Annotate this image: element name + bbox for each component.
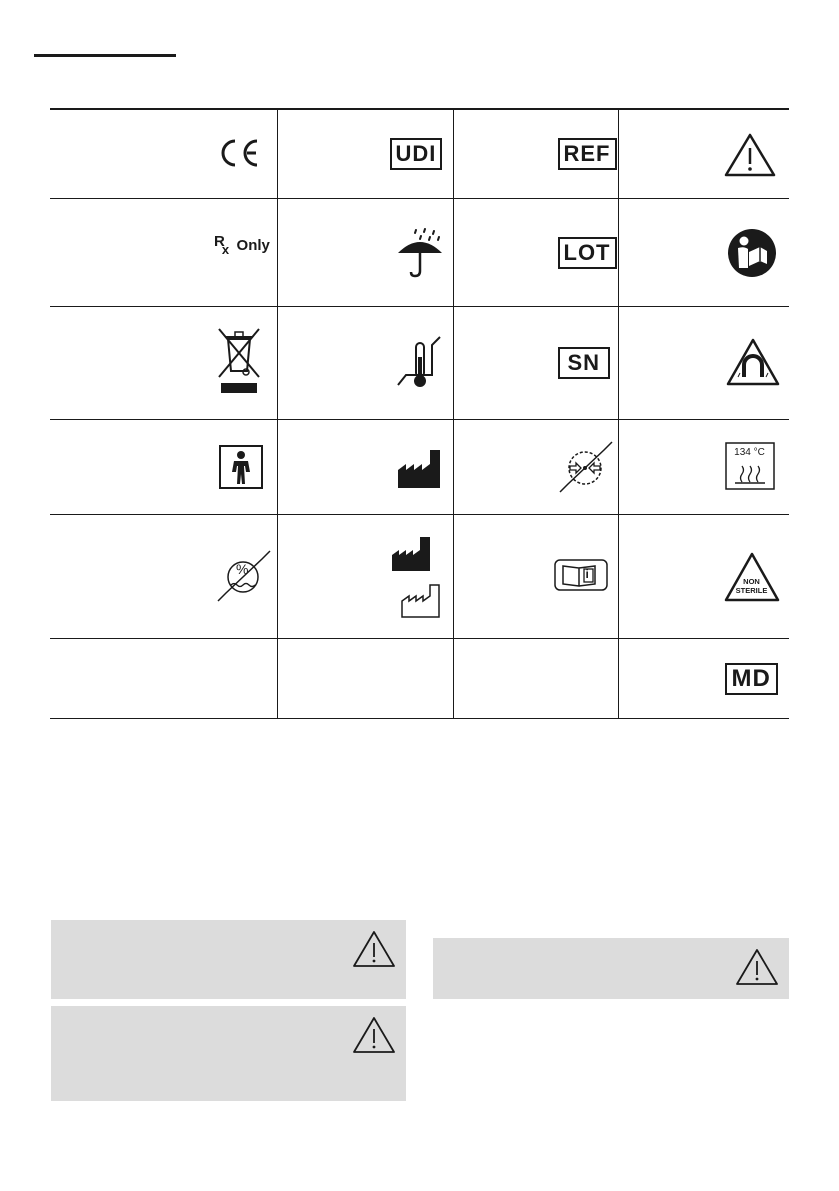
empty-cell <box>277 639 453 719</box>
sterile-label: STERILE <box>735 586 768 595</box>
symbol-cell-sn <box>453 307 618 420</box>
type-b-applied-part-icon <box>218 444 264 490</box>
rx-x-label: x <box>221 242 230 257</box>
magnetic-warning-icon <box>725 337 781 387</box>
only-label: Only <box>236 237 270 254</box>
symbol-cell-rx-only <box>50 199 277 307</box>
symbol-cell-udi <box>277 109 453 199</box>
title-underline <box>34 54 176 57</box>
umbrella-icon <box>394 227 446 279</box>
ce-mark-icon <box>218 138 260 168</box>
lot-label: LOT <box>558 237 617 269</box>
caution-triangle-icon <box>723 132 777 178</box>
steam-sterilization-icon <box>725 442 775 490</box>
consult-instructions-icon <box>727 228 777 278</box>
warning-box-3 <box>433 938 789 999</box>
eifu-i: i <box>585 567 589 581</box>
udi-icon <box>390 138 443 170</box>
caution-triangle-icon <box>352 1016 396 1054</box>
thermometer-limit-icon <box>396 335 444 391</box>
rx-label: R <box>214 233 225 250</box>
electronic-ifu-icon <box>554 559 608 591</box>
lot-icon <box>558 237 617 269</box>
symbol-cell-sterilize <box>618 420 789 515</box>
ref-label: REF <box>558 138 617 170</box>
humidity-percent: % <box>236 561 249 577</box>
md-label: MD <box>725 663 778 695</box>
symbol-cell-lot <box>453 199 618 307</box>
symbol-cell-caution <box>618 109 789 199</box>
caution-triangle-icon <box>352 930 396 968</box>
symbol-cell-eifu <box>453 515 618 639</box>
crossed-bin-icon <box>216 325 262 395</box>
symbol-cell-ref <box>453 109 618 199</box>
symbols-table <box>50 108 789 719</box>
symbol-cell-manufacturer <box>277 420 453 515</box>
non-label: NON <box>743 577 760 586</box>
empty-cell <box>453 639 618 719</box>
symbol-cell-type-b <box>50 420 277 515</box>
symbol-cell-weee <box>50 307 277 420</box>
manufacturer-date-icon <box>390 535 442 619</box>
ref-icon <box>558 138 617 170</box>
manufacturer-icon <box>396 448 442 490</box>
pressure-limit-icon <box>558 440 616 496</box>
symbol-cell-temperature <box>277 307 453 420</box>
symbol-cell-humidity <box>50 515 277 639</box>
sterilize-temp: 134 °C <box>734 447 765 458</box>
symbol-cell-pressure <box>453 420 618 515</box>
warning-box-1 <box>51 920 406 999</box>
symbol-cell-md <box>618 639 789 719</box>
udi-label: UDI <box>390 138 443 170</box>
empty-cell <box>50 639 277 719</box>
symbol-cell-consult-ifu <box>618 199 789 307</box>
caution-triangle-icon <box>735 948 779 986</box>
warning-box-2 <box>51 1006 406 1101</box>
sn-label: SN <box>558 347 611 379</box>
serial-number-icon <box>558 347 611 379</box>
symbol-cell-mfg-date <box>277 515 453 639</box>
rx-only-icon <box>214 233 270 257</box>
symbol-cell-magnetic <box>618 307 789 420</box>
symbol-cell-non-sterile <box>618 515 789 639</box>
medical-device-icon <box>725 663 778 695</box>
humidity-limit-icon <box>216 549 274 605</box>
symbol-cell-keep-dry <box>277 199 453 307</box>
symbol-cell-ce <box>50 109 277 199</box>
non-sterile-icon <box>723 551 781 603</box>
